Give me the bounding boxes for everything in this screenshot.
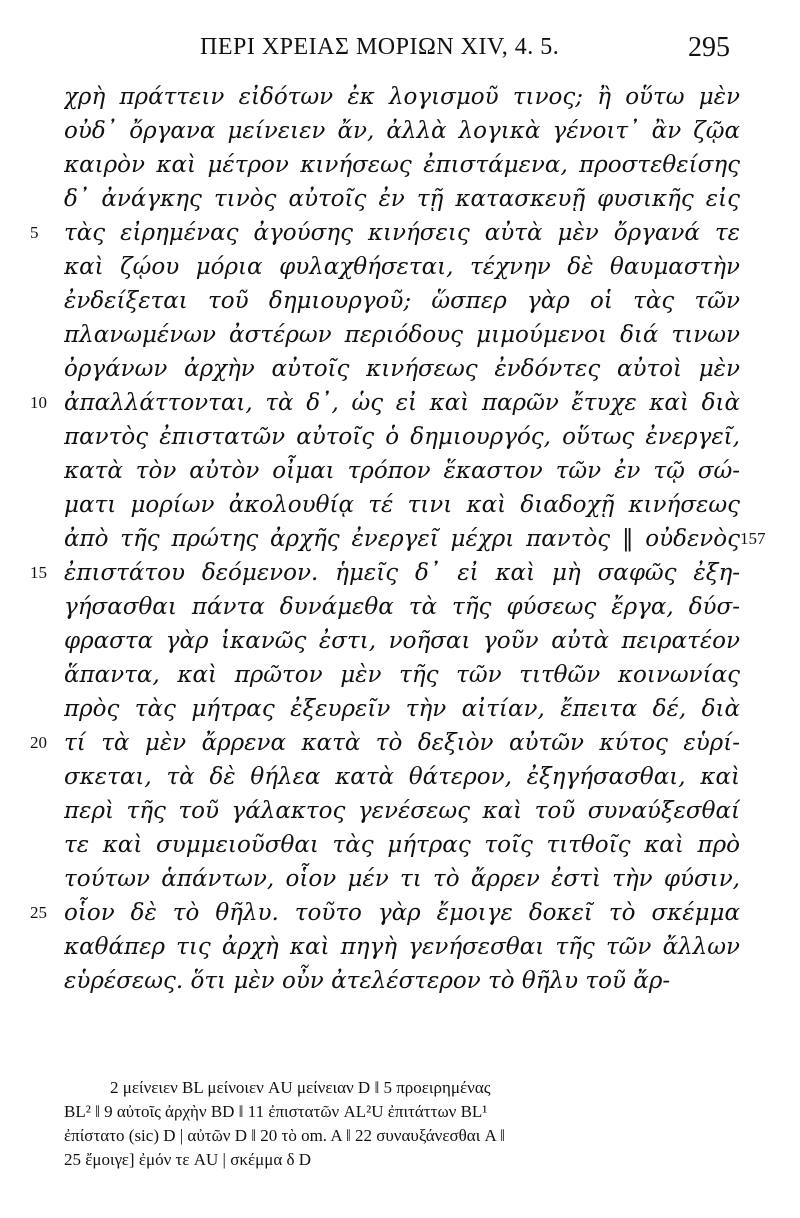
line-text: ἅπαντα, καὶ πρῶτον μὲν τῆς τῶν τιτθῶν κοινωνίας <box>64 662 740 688</box>
line-text: εὑρέσεως. ὅτι μὲν οὖν ἀτελέστερον τὸ θῆλυ τοῦ ἄρ- <box>64 968 671 994</box>
line-text: τε καὶ συμμειοῦσθαι τὰς μήτρας τοῖς τιτθοῖς καὶ πρὸ <box>64 832 740 858</box>
text-line <box>0 522 800 556</box>
text-line <box>0 726 800 760</box>
line-text: χρὴ πράττειν εἰδότων ἐκ λογισμοῦ τινος; ἢ οὕτω μὲν <box>64 84 740 110</box>
line-text: φραστα γὰρ ἱκανῶς ἐστι, νοῆσαι γοῦν αὐτὰ πειρατέον <box>64 628 740 654</box>
text-line <box>0 114 800 148</box>
text-line <box>0 930 800 964</box>
text-line <box>0 658 800 692</box>
text-line <box>0 284 800 318</box>
text-line <box>0 760 800 794</box>
footnote-line: ἐπίστατο (sic) D | αὐτῶν D ‖ 20 τὸ om. A ‖ 22 συναυξάνεσθαι A ‖ <box>64 1126 505 1145</box>
text-line <box>0 624 800 658</box>
footnote-line: 25 ἔμοιγε] ἐμόν τε AU | σκέμμα δ D <box>64 1150 312 1169</box>
line-text: ἐπιστάτου δεόμενον. ἡμεῖς δ᾽ εἰ καὶ μὴ σαφῶς ἐξη- <box>64 560 740 586</box>
line-text: σκεται, τὰ δὲ θήλεα κατὰ θάτερον, ἐξηγήσασθαι, καὶ <box>64 764 740 790</box>
line-number: 20 <box>30 733 47 752</box>
line-text: τούτων ἁπάντων, οἷον μέν τι τὸ ἄρρεν ἐστὶ τὴν φύσιν, <box>64 866 740 892</box>
line-text: πλανωμένων ἀστέρων περιόδους μιμούμενοι διά τινων <box>64 322 740 348</box>
line-text: καθάπερ τις ἀρχὴ καὶ πηγὴ γενήσεσθαι τῆς τῶν ἄλλων <box>64 934 740 960</box>
line-text: γήσασθαι πάντα δυνάμεθα τὰ τῆς φύσεως ἔργα, δύσ- <box>64 594 740 620</box>
line-text: περὶ τῆς τοῦ γάλακτος γενέσεως καὶ τοῦ συναύξεσθαί <box>64 798 740 824</box>
running-title: ΠΕΡΙ ΧΡΕΙΑΣ ΜΟΡΙΩΝ XIV, 4. 5. <box>200 34 560 60</box>
line-text: τί τὰ μὲν ἄρρενα κατὰ τὸ δεξιὸν αὐτῶν κύτος εὑρί- <box>64 730 740 756</box>
line-text: κατὰ τὸν αὐτὸν οἶμαι τρόπον ἕκαστον τῶν ἐν τῷ σώ- <box>64 458 740 484</box>
text-line <box>0 148 800 182</box>
text-line <box>0 386 800 420</box>
text-line <box>0 794 800 828</box>
line-number: 10 <box>30 393 47 412</box>
line-text: παντὸς ἐπιστατῶν αὐτοῖς ὁ δημιουργός, οὕτως ἐνεργεῖ, <box>64 424 740 450</box>
line-text: ἀπαλλάττονται, τὰ δ᾽, ὡς εἰ καὶ παρῶν ἔτυχε καὶ διὰ <box>64 390 740 416</box>
footnote-line: 2 μείνειεν BL μείνοιεν AU μείνειαν D ‖ 5 προειρημένας <box>110 1078 491 1097</box>
text-line <box>0 182 800 216</box>
line-text: ἐνδείξεται τοῦ δημιουργοῦ; ὥσπερ γὰρ οἱ τὰς τῶν <box>64 288 740 314</box>
text-line <box>0 80 800 114</box>
line-text: ματι μορίων ἀκολουθίᾳ τέ τινι καὶ διαδοχῇ κινήσεως <box>64 492 740 518</box>
text-line <box>0 896 800 930</box>
line-number: 15 <box>30 563 47 582</box>
line-text: καιρὸν καὶ μέτρον κινήσεως ἐπιστάμενα, προστεθείσης <box>64 152 740 178</box>
line-text: καὶ ζῴου μόρια φυλαχθήσεται, τέχνην δὲ θαυμαστὴν <box>64 254 740 280</box>
text-line <box>0 692 800 726</box>
text-line <box>0 454 800 488</box>
text-line <box>0 488 800 522</box>
line-number: 5 <box>30 223 39 242</box>
line-number: 25 <box>30 903 47 922</box>
critical-apparatus <box>64 1076 754 1172</box>
footnote-line: BL² ‖ 9 αὐτοῖς ἀρχὴν BD ‖ 11 ἐπιστατῶν AL²U ἐπιτάττων BL¹ <box>64 1102 488 1121</box>
line-text: τὰς εἰρημένας ἀγούσης κινήσεις αὐτὰ μὲν ὄργανά τε <box>64 220 740 246</box>
margin-reference: 157 <box>740 529 766 548</box>
text-line <box>0 862 800 896</box>
text-line <box>0 556 800 590</box>
text-line <box>0 250 800 284</box>
text-line <box>0 964 800 998</box>
text-line <box>0 420 800 454</box>
running-head <box>200 30 760 70</box>
line-text: ὀργάνων ἀρχὴν αὐτοῖς κινήσεως ἐνδόντες αὐτοὶ μὲν <box>64 356 740 382</box>
text-line <box>0 828 800 862</box>
line-text: οἷον δὲ τὸ θῆλυ. τοῦτο γὰρ ἔμοιγε δοκεῖ τὸ σκέμμα <box>64 900 740 926</box>
line-text: πρὸς τὰς μήτρας ἐξευρεῖν τὴν αἰτίαν, ἔπειτα δέ, διὰ <box>64 696 740 722</box>
text-line <box>0 352 800 386</box>
page-number: 295 <box>688 32 730 63</box>
line-text: οὐδ᾽ ὄργανα μείνειεν ἄν, ἀλλὰ λογικὰ γένοιτ᾽ ἂν ζῷα <box>64 118 740 144</box>
text-line <box>0 590 800 624</box>
line-text: δ᾽ ἀνάγκης τινὸς αὐτοῖς ἐν τῇ κατασκευῇ φυσικῆς εἰς <box>64 186 740 212</box>
line-text: ἀπὸ τῆς πρώτης ἀρχῆς ἐνεργεῖ μέχρι παντὸς ‖ οὐδενὸς <box>64 526 740 552</box>
text-line <box>0 216 800 250</box>
text-line <box>0 318 800 352</box>
